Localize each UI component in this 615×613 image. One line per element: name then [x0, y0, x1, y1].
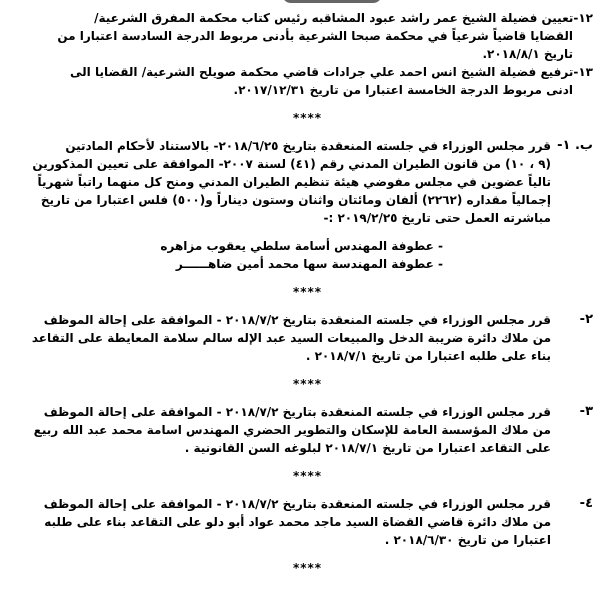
text-line: تاريخ ٢٠١٨/٨/١. [482, 47, 573, 61]
text-line: بناء على طلبه اعتبارا من تاريخ ٢٠١٨/٧/١ . [305, 349, 551, 363]
text-line: قرر مجلس الوزراء في جلسته المنعقدة بتاريخ ٢٠١٨/٧/٢ - الموافقة على إحالة الموظف [43, 497, 551, 511]
text-line: قرر مجلس الوزراء في جلسته المنعقدة بتاريخ ٢٠١٨/٧/٢ - الموافقة على إحالة الموظف [43, 405, 551, 419]
separator: **** [292, 377, 323, 391]
text-line: من ملاك دائرة قاضي القضاة السيد ماجد محمد عواد أبو دلو على التقاعد بناء على طلبه [44, 515, 551, 529]
text-line: من ملاك دائرة ضريبة الدخل والمبيعات السيد عبد الإله سالم سلامة المعايطة على التقاعد [31, 331, 551, 345]
separator: **** [292, 111, 323, 125]
member-list [22, 237, 593, 273]
text-line: ١٢-تعيين فضيلة الشيخ عمر راشد عبود المشاقبه رئيس كتاب محكمة المفرق الشرعية/ [94, 11, 593, 25]
text-line: على التقاعد اعتبارا من تاريخ ٢٠١٨/٧/١ لبلوغه السن القانونية . [184, 441, 551, 455]
item-label: ٤- [579, 496, 593, 511]
item-label: ب. ١- [557, 138, 593, 153]
seal-image-fragment [282, 0, 382, 3]
item-label: ٢- [579, 312, 593, 327]
text-line: القضايا قاضياً شرعياً في محكمة صبحا الشرعية بأدنى مربوط الدرجة السادسة اعتبارا من [57, 29, 573, 43]
text-line: (٩ ، ١٠) من قانون الطيران المدني رقم (٤١) لسنة ٢٠٠٧- الموافقة على تعيين المذكورين [32, 157, 551, 171]
text-line: مباشرته العمل حتى تاريخ ٢٠١٩/٢/٢٥ :- [323, 211, 551, 225]
text-line: ١٣-ترفيع فضيلة الشيخ انس احمد علي جرادات قاضي محكمة صويلح الشرعية/ القضايا الى [70, 65, 593, 79]
text-line: اعتبارا من تاريخ ٢٠١٨/٦/٣٠ . [384, 533, 551, 547]
separator: **** [292, 285, 323, 299]
item-label: ٣- [579, 404, 593, 419]
item-13 [22, 63, 593, 99]
item-2 [22, 311, 593, 365]
text-line: من ملاك المؤسسة العامة للإسكان والتطوير الحضري المهندس اسامة محمد عبد الله ربيع [33, 423, 551, 437]
item-12 [22, 9, 593, 63]
text-line: ادنى مربوط الدرجة الخامسة اعتبارا من تاريخ ٢٠١٧/١٢/٣١. [233, 83, 573, 97]
item-4 [22, 495, 593, 549]
text-line: إجمالياً مقداره (٢٢٦٢) ألفان ومائتان واثنان وستون ديناراً و(٥٠٠) فلس اعتبارا من تاريخ [40, 193, 551, 207]
text-line: قرر مجلس الوزراء في جلسته المنعقدة بتاريخ ٢٠١٨/٧/٢ - الموافقة على إحالة الموظف [43, 313, 551, 327]
member-list-item: - عطوفة المهندسة سها محمد أمين ضاهــــــر [175, 257, 443, 271]
separator: **** [292, 469, 323, 483]
text-line: تالياً عضوين في مجلس مفوضي هيئة تنظيم الطيران المدني ومنح كل منهما راتباً شهرياً [37, 175, 551, 189]
separator: **** [292, 561, 323, 575]
text-line: قرر مجلس الوزراء في جلسته المنعقدة بتاريخ ٢٠١٨/٦/٢٥- بالاستناد لأحكام المادتين [65, 139, 551, 153]
section-b-item-1 [22, 137, 593, 227]
item-3 [22, 403, 593, 457]
member-list-item: - عطوفة المهندس أسامة سلطي يعقوب مزاهره [160, 239, 443, 253]
